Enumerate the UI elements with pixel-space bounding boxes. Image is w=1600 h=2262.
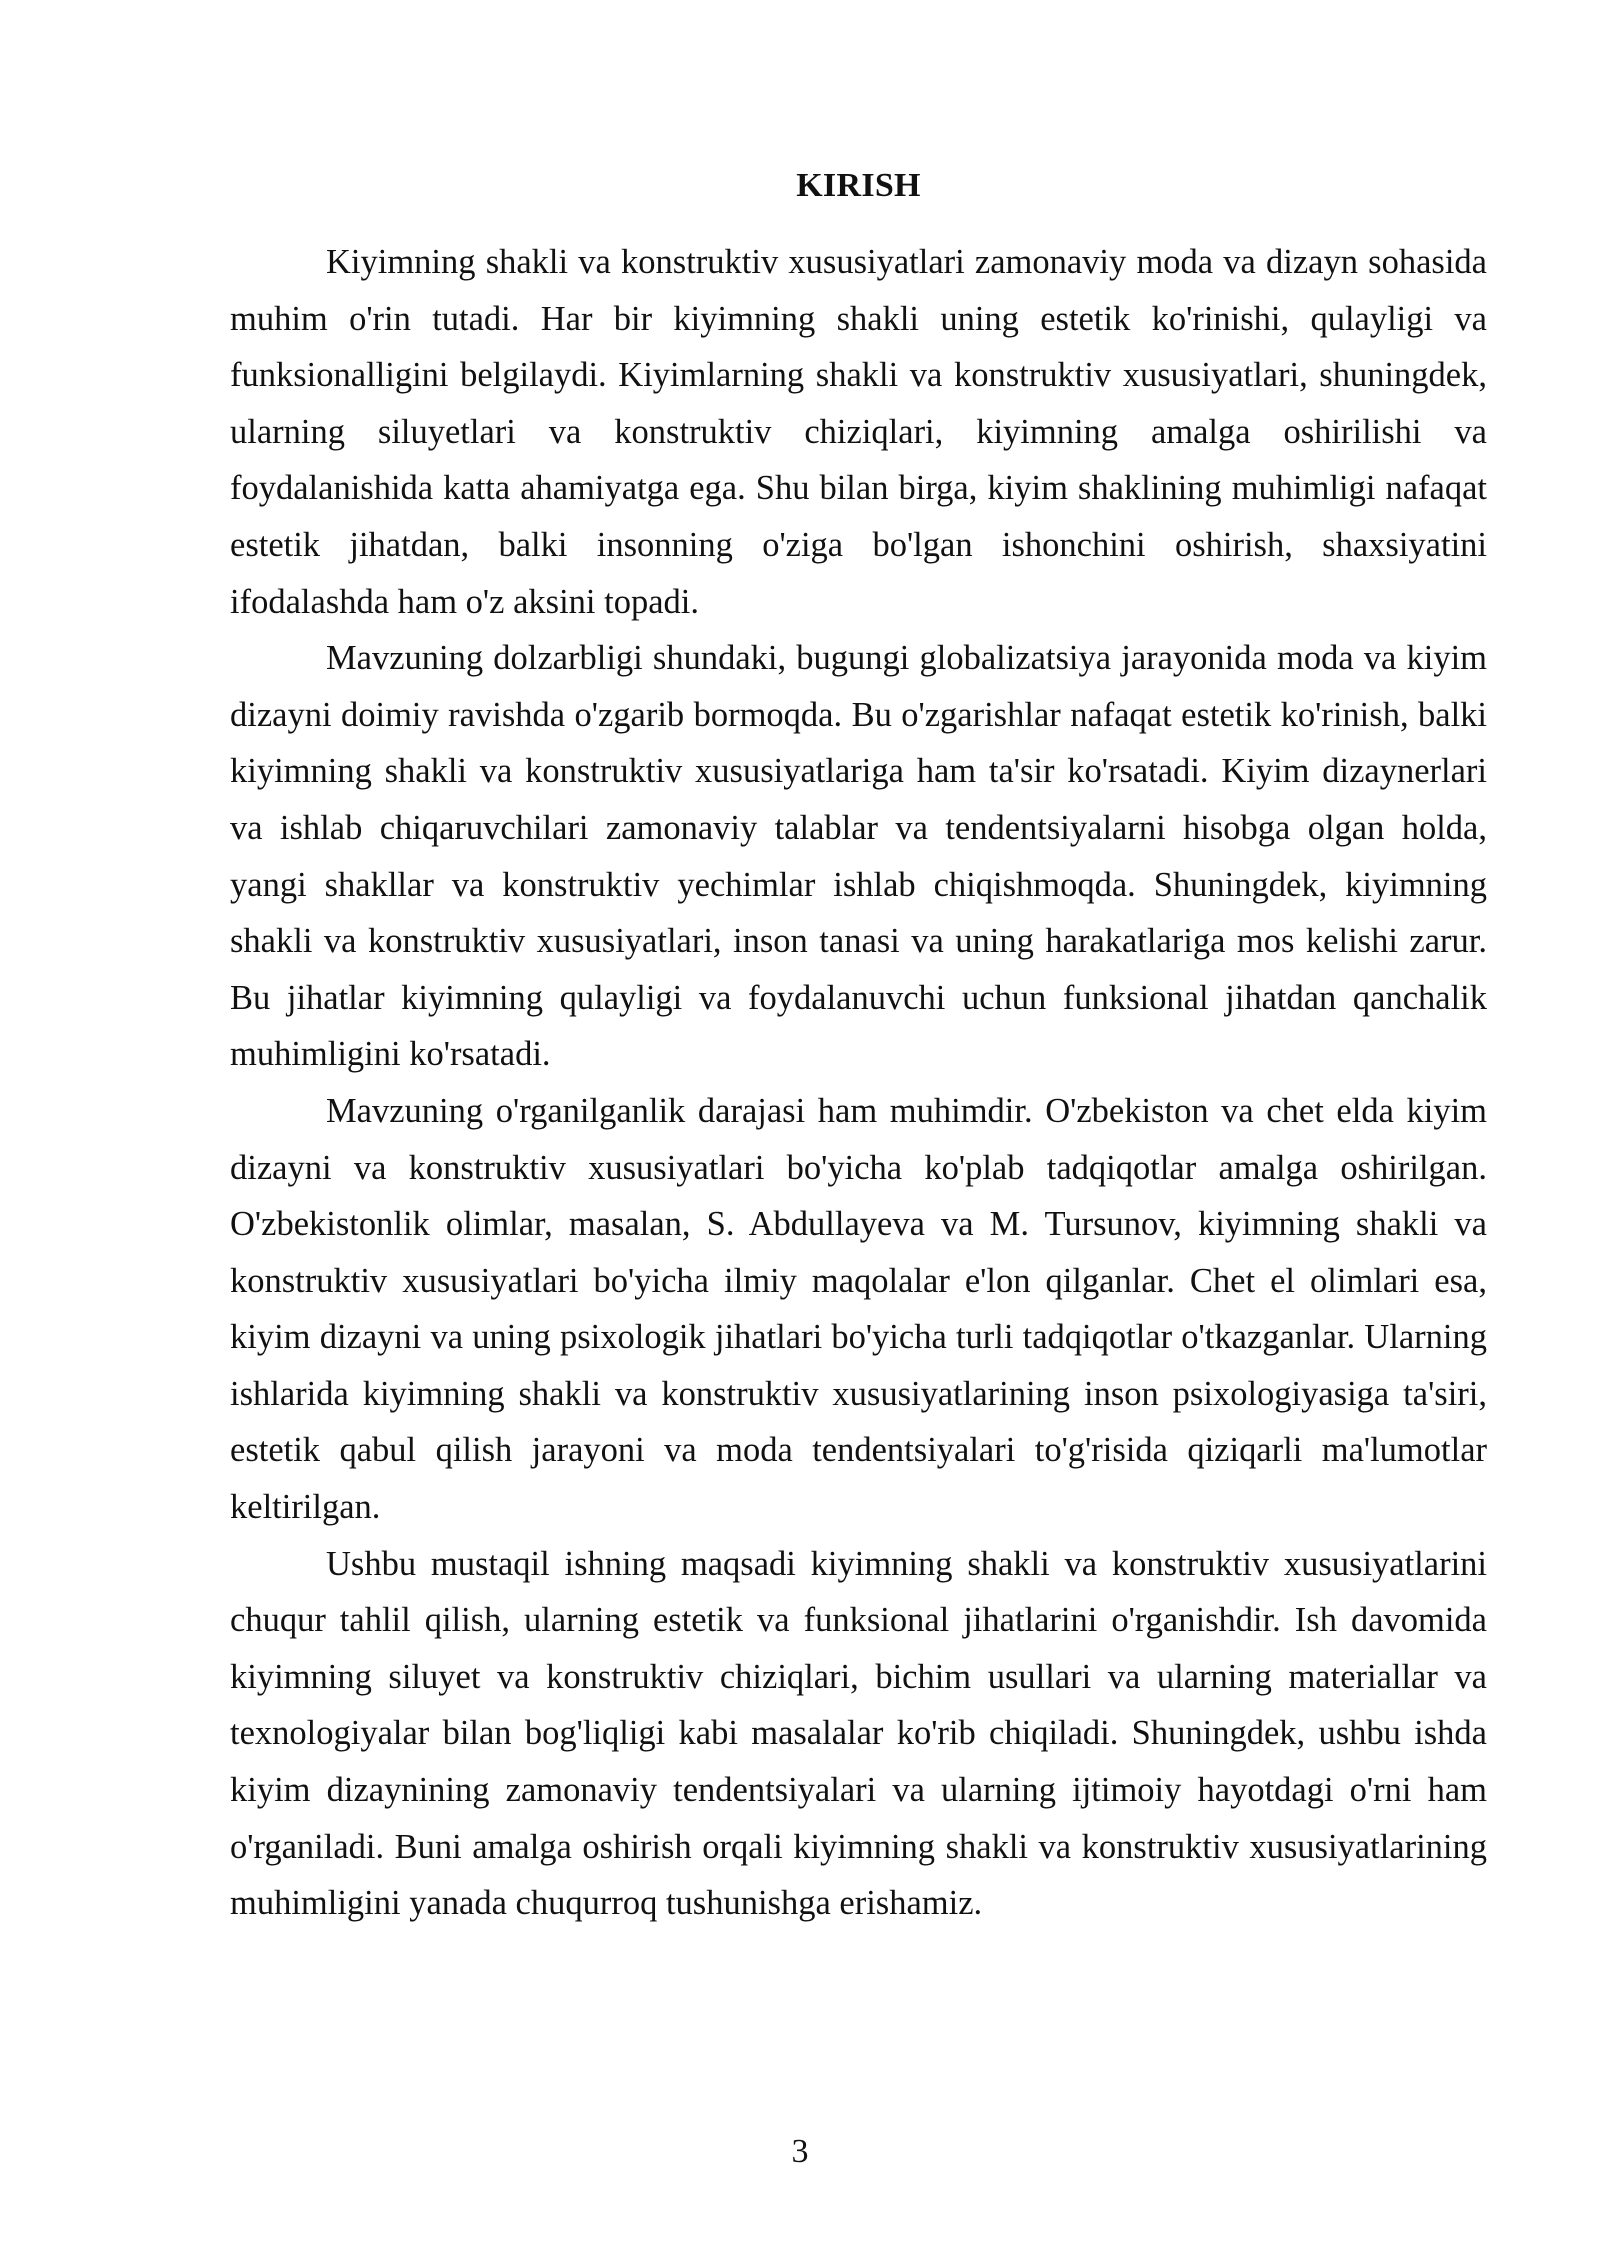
paragraph-1: Kiyimning shakli va konstruktiv xususiyatlari zamonaviy moda va dizayn sohasida muhim o'rin tutadi. Har bir kiyimning shakli uning estetik ko'rinishi, qulayligi va funksionalligini belgilaydi. Kiyimlarning shakli va konstruktiv xususiyatlari, shuningdek, ularning siluyetlari va konstruktiv chiziqlari, kiyimning amalga oshirilishi va foydalanishida katta ahamiyatga ega. Shu bilan birga, kiyim shaklining muhimligi nafaqat estetik jihatdan, balki insonning o'ziga bo'lgan ishonchini oshirish, shaxsiyatini ifodalashda ham o'z aksini topadi. xyxy=(230,243,1487,621)
paragraph-2: Mavzuning dolzarbligi shundaki, bugungi globalizatsiya jarayonida moda va kiyim dizayni doimiy ravishda o'zgarib bormoqda. Bu o'zgarishlar nafaqat estetik ko'rinish, balki kiyimning shakli va konstruktiv xususiyatlariga ham ta'sir ko'rsatadi. Kiyim dizaynerlari va ishlab chiqaruvchilari zamonaviy talablar va tendentsiyalarni hisobga olgan holda, yangi shakllar va konstruktiv yechimlar ishlab chiqishmoqda. Shuningdek, kiyimning shakli va konstruktiv xususiyatlari, inson tanasi va uning harakatlariga mos kelishi zarur. Bu jihatlar kiyimning qulayligi va foydalanuvchi uchun funksional jihatdan qanchalik muhimligini ko'rsatadi. xyxy=(230,639,1487,1074)
paragraph-3: Mavzuning o'rganilganlik darajasi ham muhimdir. O'zbekiston va chet elda kiyim dizayni va konstruktiv xususiyatlari bo'yicha ko'plab tadqiqotlar amalga oshirilgan. O'zbekistonlik olimlar, masalan, S. Abdullayeva va M. Tursunov, kiyimning shakli va konstruktiv xususiyatlari bo'yicha ilmiy maqolalar e'lon qilganlar. Chet el olimlari esa, kiyim dizayni va uning psixologik jihatlari bo'yicha turli tadqiqotlar o'tkazganlar. Ularning ishlarida kiyimning shakli va konstruktiv xususiyatlarining inson psixologiyasiga ta'siri, estetik qabul qilish jarayoni va moda tendentsiyalari to'g'risida qiziqarli ma'lumotlar keltirilgan. xyxy=(230,1091,1487,1527)
page-number: 3 xyxy=(791,2133,809,2170)
paragraph-4: Ushbu mustaqil ishning maqsadi kiyimning shakli va konstruktiv xususiyatlarini chuqur tahlil qilish, ularning estetik va funksional jihatlarini o'rganishdir. Ish davomida kiyimning siluyet va konstruktiv chiziqlari, bichim usullari va ularning materiallar va texnologiyalar bilan bog'liqligi kabi masalalar ko'rib chiqiladi. Shuningdek, ushbu ishda kiyim dizaynining zamonaviy tendentsiyalari va ularning ijtimoiy hayotdagi o'rni ham o'rganiladi. Buni amalga oshirish orqali kiyimning shakli va konstruktiv xususiyatlarining muhimligini yanada chuqurroq tushunishga erishamiz. xyxy=(230,1544,1487,1923)
section-title: KIRISH xyxy=(796,167,921,204)
page-content xyxy=(230,158,1487,1932)
